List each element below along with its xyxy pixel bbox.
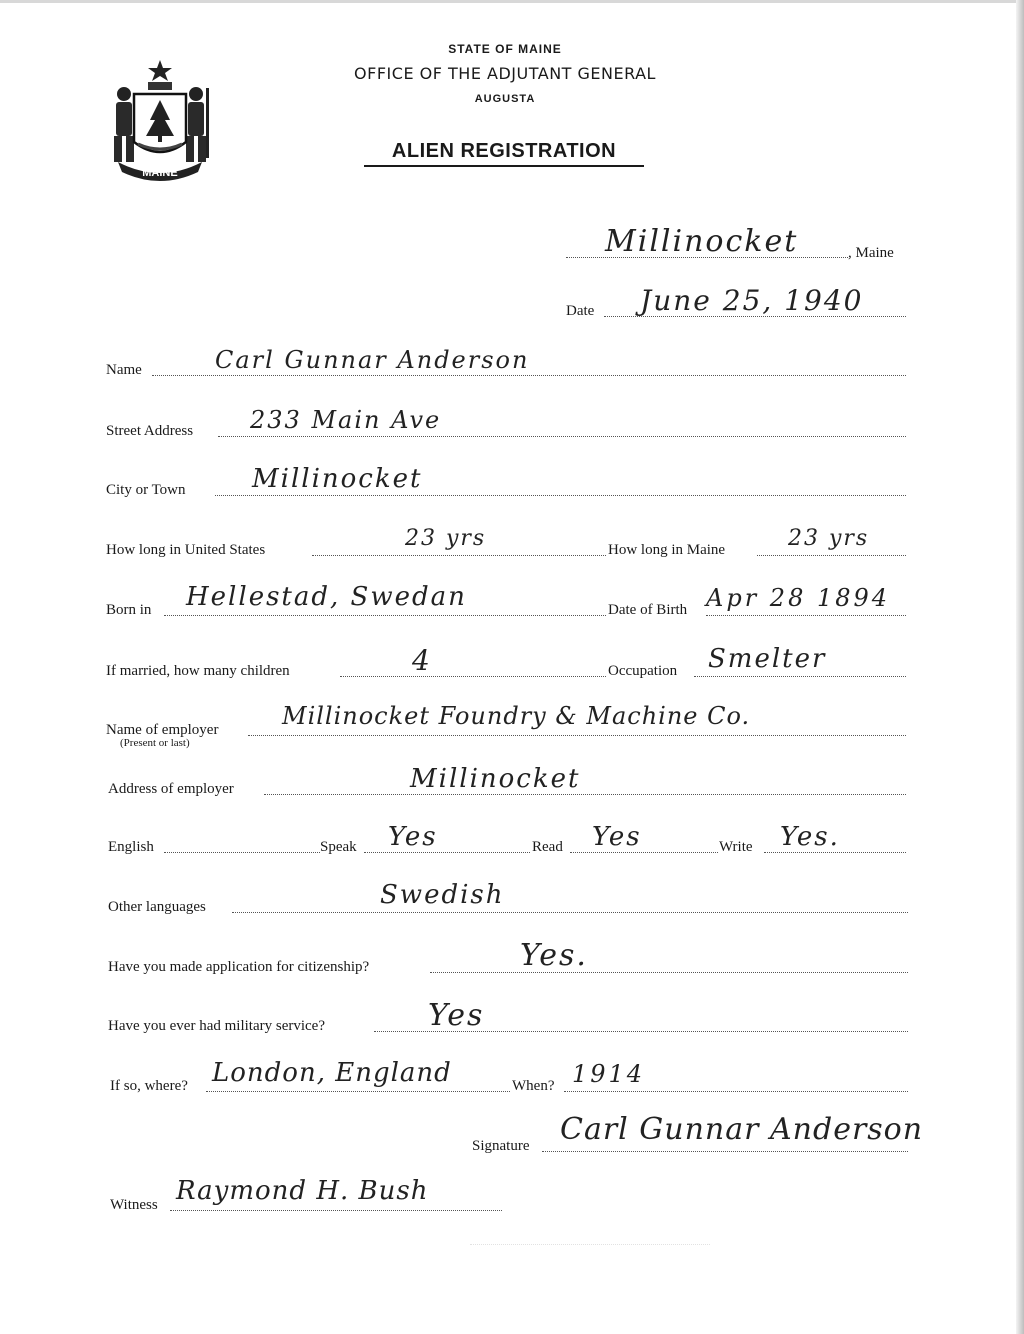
witness-label: Witness <box>110 1197 158 1213</box>
other-languages-value: Swedish <box>380 880 505 910</box>
date-label: Date <box>566 303 595 319</box>
citizenship-value: Yes. <box>520 938 588 973</box>
citizenship-line <box>430 972 908 973</box>
form-title: ALIEN REGISTRATION <box>364 140 644 167</box>
other-languages-line <box>232 912 908 913</box>
witness-line <box>170 1210 502 1211</box>
military-value: Yes <box>428 998 485 1033</box>
where-label: If so, where? <box>110 1078 188 1094</box>
signature-value: Carl Gunnar Anderson <box>560 1112 924 1147</box>
dob-line <box>706 615 906 616</box>
when-value: 1914 <box>572 1060 646 1088</box>
city-heading: AUGUSTA <box>474 93 536 105</box>
occupation-line <box>694 676 906 677</box>
born-label: Born in <box>106 602 152 618</box>
children-label: If married, how many children <box>106 663 290 679</box>
signature-label: Signature <box>472 1138 530 1154</box>
employer-sublabel: (Present or last) <box>120 737 190 749</box>
svg-text:MAINE: MAINE <box>142 167 178 179</box>
signature-line <box>542 1151 908 1152</box>
scan-right-edge <box>1016 0 1024 1334</box>
other-languages-label: Other languages <box>108 899 206 915</box>
employer-value: Millinocket Foundry & Machine Co. <box>282 702 751 730</box>
name-label: Name <box>106 362 142 378</box>
where-value: London, England <box>212 1058 452 1088</box>
how-long-us-value: 23 yrs <box>405 526 487 551</box>
occupation-label: Occupation <box>608 663 678 679</box>
town-suffix-label: , Maine <box>848 245 894 261</box>
how-long-us-line <box>312 555 606 556</box>
read-label: Read <box>532 839 563 855</box>
read-value: Yes <box>592 822 642 852</box>
speak-value: Yes <box>388 822 438 852</box>
write-label: Write <box>719 839 753 855</box>
city-line <box>215 495 906 496</box>
street-line <box>218 436 906 437</box>
witness-value: Raymond H. Bush <box>176 1176 429 1206</box>
state-heading: STATE OF MAINE <box>448 42 562 56</box>
born-line <box>164 615 606 616</box>
street-label: Street Address <box>106 423 194 439</box>
how-long-maine-value: 23 yrs <box>788 526 870 551</box>
dob-label: Date of Birth <box>608 602 688 618</box>
speak-line <box>364 852 530 853</box>
how-long-us-label: How long in United States <box>106 542 266 558</box>
when-line <box>564 1091 908 1092</box>
occupation-value: Smelter <box>708 644 827 674</box>
office-heading: OFFICE OF THE ADJUTANT GENERAL <box>354 64 656 83</box>
english-line <box>164 852 320 853</box>
when-label: When? <box>512 1078 555 1094</box>
how-long-maine-label: How long in Maine <box>608 542 726 558</box>
employer-label: Name of employer <box>106 722 219 738</box>
city-label: City or Town <box>106 482 186 498</box>
write-line <box>764 852 906 853</box>
born-value: Hellestad, Swedan <box>186 582 467 612</box>
employer-line <box>248 735 906 736</box>
military-label: Have you ever had military service? <box>108 1018 325 1034</box>
citizenship-label: Have you made application for citizenship? <box>108 959 370 975</box>
dob-value: Apr 28 1894 <box>706 584 891 612</box>
employer-address-label: Address of employer <box>108 781 234 797</box>
city-value: Millinocket <box>252 464 423 494</box>
speak-label: Speak <box>320 839 357 855</box>
name-value: Carl Gunnar Anderson <box>215 346 530 374</box>
children-line <box>340 676 606 677</box>
how-long-maine-line <box>757 555 906 556</box>
write-value: Yes. <box>780 822 840 852</box>
children-value: 4 <box>412 644 432 677</box>
english-label: English <box>108 839 154 855</box>
name-line <box>152 375 906 376</box>
where-line <box>206 1091 510 1092</box>
employer-address-value: Millinocket <box>410 764 581 794</box>
faint-bottom-mark <box>470 1244 710 1245</box>
employer-address-line <box>264 794 906 795</box>
date-value: June 25, 1940 <box>640 284 864 317</box>
scan-top-edge <box>0 0 1024 3</box>
read-line <box>570 852 718 853</box>
town-value: Millinocket <box>605 224 799 259</box>
street-value: 233 Main Ave <box>250 406 442 434</box>
